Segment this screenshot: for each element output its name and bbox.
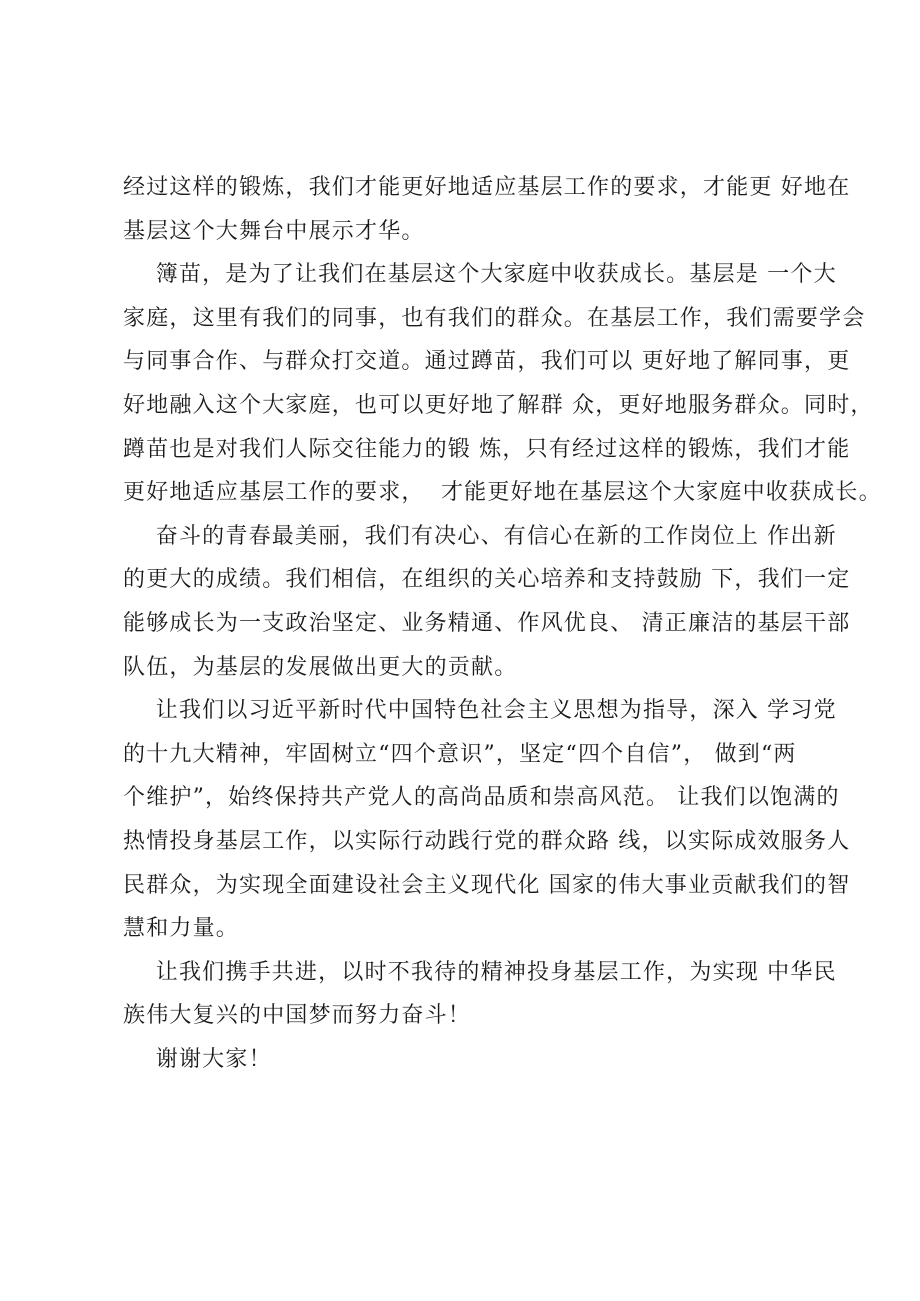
text-line: 家庭，这里有我们的同事，也有我们的群众。在基层工作，我们需要学会 [123,305,866,331]
text-line: 个维护”，始终保持共产党人的高尚品质和崇高风范。 让我们以饱满的 [123,785,840,811]
text-line: 基层这个大舞台中展示才华。 [123,218,425,244]
text-line: 好地融入这个大家庭，也可以更好地了解群 众，更好地服务群众。同时， [123,392,874,418]
text-line: 谢谢大家！ [123,1046,272,1072]
text-line: 奋斗的青春最美丽，我们有决心、有信心在新的工作岗位上 作出新 [123,523,837,549]
document-body [123,166,882,1081]
text-line: 蹲苗也是对我们人际交往能力的锻 炼，只有经过这样的锻炼，我们才能 [123,436,851,462]
text-line: 族伟大复兴的中国梦而努力奋斗！ [123,1003,472,1029]
text-line: 能够成长为一支政治坚定、业务精通、作风优良、 清正廉洁的基层干部 [123,610,851,636]
text-line: 民群众，为实现全面建设社会主义现代化 国家的伟大事业贡献我们的智 [123,872,851,898]
text-line: 热情投身基层工作，以实际行动践行党的群众路 线，以实际成效服务人 [123,828,851,854]
text-line: 让我们携手共进，以时不我待的精神投身基层工作，为实现 中华民 [123,959,837,985]
text-line: 簿苗，是为了让我们在基层这个大家庭中收获成长。基层是 一个大 [123,262,837,288]
text-line: 更好地适应基层工作的要求， 才能更好地在基层这个大家庭中收获成长。 [123,480,882,506]
text-line: 与同事合作、与群众打交道。通过蹲苗，我们可以 更好地了解同事，更 [123,349,851,375]
text-line: 慧和力量。 [123,916,240,942]
text-line: 队伍，为基层的发展做出更大的贡献。 [123,654,518,680]
text-line: 经过这样的锻炼，我们才能更好地适应基层工作的要求，才能更 好地在 [123,175,851,200]
text-line: 的十九大精神，牢固树立“四个意识”，坚定“四个自信”， 做到“两 [123,741,797,767]
text-line: 让我们以习近平新时代中国特色社会主义思想为指导，深入 学习党 [123,698,837,724]
text-line: 的更大的成绩。我们相信，在组织的关心培养和支持鼓励 下，我们一定 [123,567,851,593]
